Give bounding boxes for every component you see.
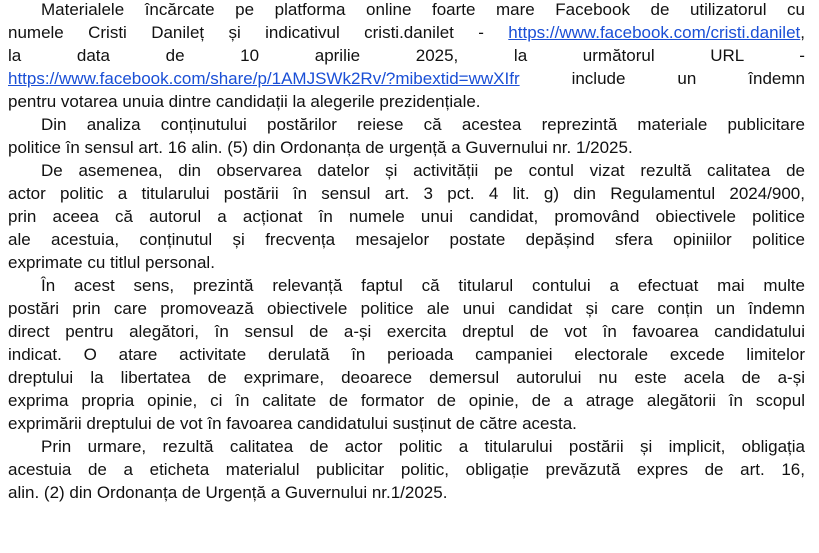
paragraph-5-line-3: alin. (2) din Ordonanța de Urgență a Guvernului nr.1/2025. — [8, 483, 448, 502]
paragraph-1-line-4 — [8, 67, 805, 90]
paragraph-4-line-7: exprimării dreptului de vot în favoarea candidatului susținut de către acesta. — [8, 414, 577, 433]
word: la — [513, 46, 528, 65]
word: URL — [710, 46, 744, 65]
paragraph-4-line-6: exprima propria opinie, ci în calitate de formator de opinie, de a atrage alegătorii în scopul — [8, 391, 805, 410]
paragraph-1-line-2-comma: , — [800, 23, 805, 42]
word: 2025, — [415, 46, 459, 65]
paragraph-3-line-2: actor politic a titularului postării în sensul art. 3 pct. 4 lit. g) din Regulamentul 2024/900, — [8, 184, 805, 203]
facebook-profile-link[interactable]: https://www.facebook.com/cristi.danilet — [508, 23, 801, 42]
paragraph-4-line-1: În acest sens, prezintă relevanță faptul că titularul contului a efectuat mai multe — [41, 276, 805, 295]
paragraph-1-line-2 — [8, 21, 805, 44]
paragraph-4-line-2: postări prin care promovează obiectivele politice ale unui candidat și care conțin un îndemn — [8, 299, 805, 318]
paragraph-1-line-5: pentru votarea unuia dintre candidații la alegerile prezidențiale. — [8, 92, 481, 111]
paragraph-4-line-4: indicat. O atare activitate derulată în perioada campaniei electorale excede limitelor — [8, 345, 805, 364]
facebook-share-link[interactable]: https://www.facebook.com/share/p/1AMJSWk2Rv/?mibextid=wwXIfr — [8, 69, 520, 88]
paragraph-5-line-1: Prin urmare, rezultă calitatea de actor politic a titularului postării și implicit, obligația — [41, 437, 805, 456]
paragraph-2-line-1: Din analiza conținutului postărilor reiese că acestea reprezintă materiale publicitare — [41, 115, 805, 134]
paragraph-1-line-4-text: include un îndemn — [519, 69, 805, 88]
paragraph-3-line-4: ale acestuia, conținutul și frecvența mesajelor postate depășind sfera opiniilor politice — [8, 230, 805, 249]
paragraph-2-line-2: politice în sensul art. 16 alin. (5) din Ordonanța de urgență a Guvernului nr. 1/2025. — [8, 138, 633, 157]
word: la — [8, 46, 22, 65]
paragraph-3-line-5: exprimate cu titlul personal. — [8, 253, 215, 272]
paragraph-4-line-3: direct pentru alegători, în sensul de a-și exercita dreptul de vot în favoarea candidatului — [8, 322, 805, 341]
word: aprilie — [314, 46, 361, 65]
paragraph-1-line-2-text: numele Cristi Danileț și indicativul cristi.danilet - — [8, 23, 509, 42]
paragraph-4-line-5: dreptului la libertatea de exprimare, deoarece demersul autorului nu este acela de a-și — [8, 368, 805, 387]
paragraph-3-line-1: De asemenea, din observarea datelor și activității pe contul vizat rezultă calitatea de — [41, 161, 805, 180]
word: - — [799, 46, 805, 65]
word: data — [76, 46, 110, 65]
paragraph-5-line-2: acestuia de a eticheta materialul publicitar politic, obligație prevăzută expres de art. 16, — [8, 460, 805, 479]
paragraph-3-line-3: prin aceea că autorul a acționat în numele unui candidat, promovând obiectivele politice — [8, 207, 805, 226]
word: de — [165, 46, 185, 65]
paragraph-1-line-1: Materialele încărcate pe platforma online foarte mare Facebook de utilizatorul cu — [41, 0, 805, 19]
word: 10 — [240, 46, 260, 65]
paragraph-1-line-3 — [8, 44, 805, 67]
word: următorul — [582, 46, 655, 65]
